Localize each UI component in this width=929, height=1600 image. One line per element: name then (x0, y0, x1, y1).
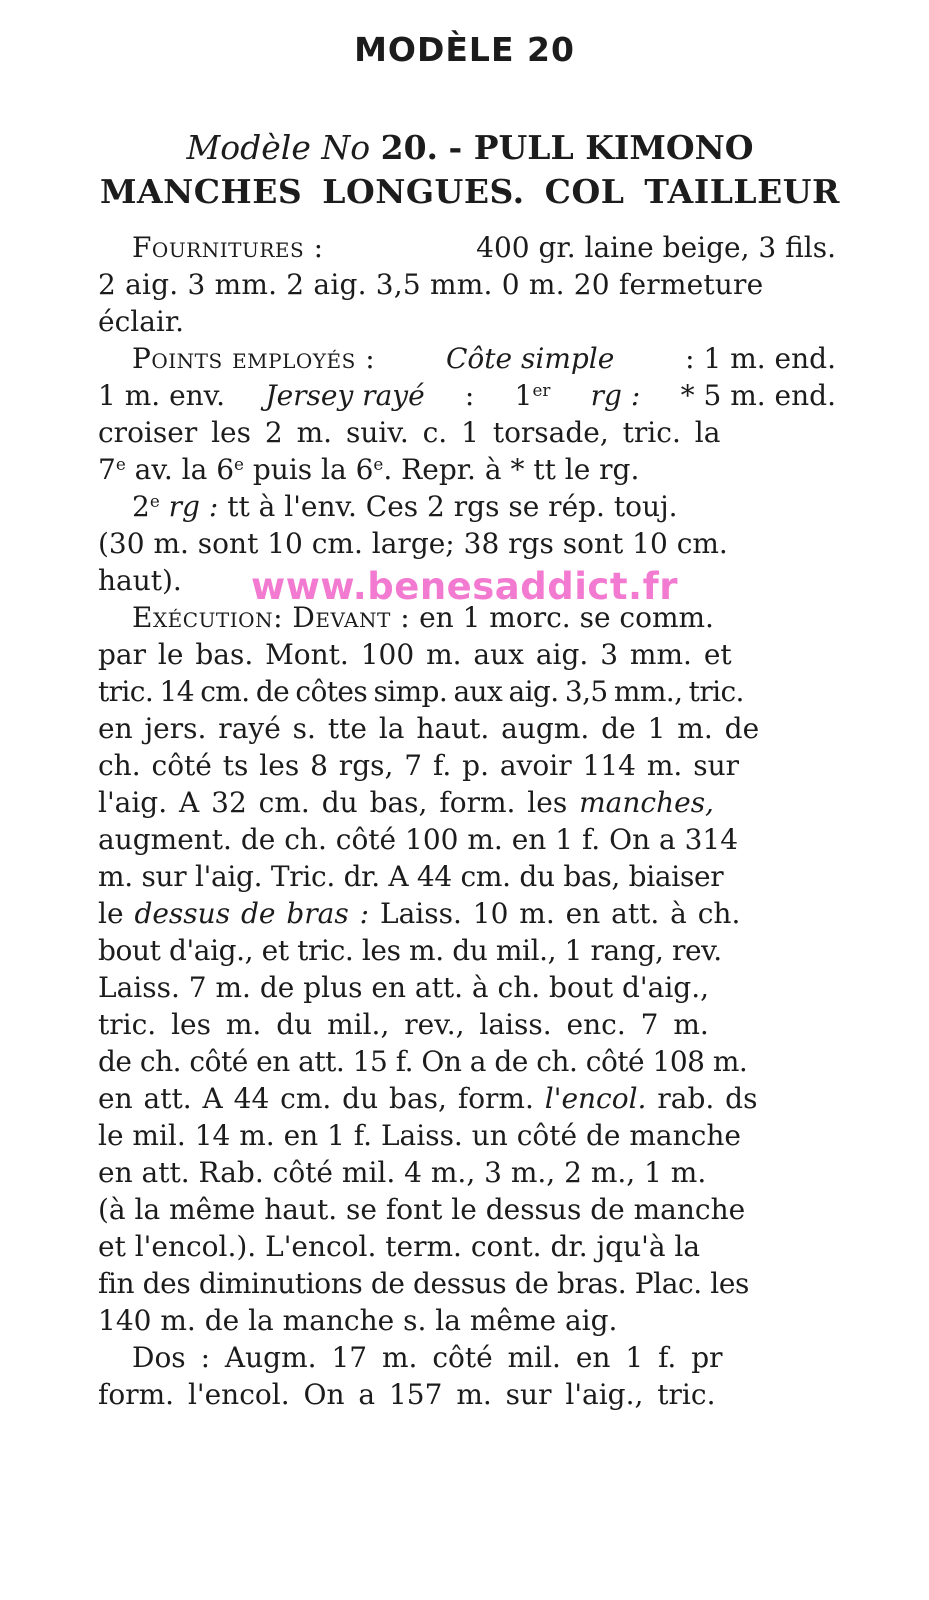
fournitures-label: Fournitures : (132, 231, 324, 264)
text-line: form. l'encol. On a 157 m. sur l'aig., tric. (98, 1378, 716, 1411)
text-line (98, 784, 836, 821)
text-line: augment. de ch. côté 100 m. en 1 f. On a 314 (98, 823, 739, 856)
text-line (98, 229, 836, 266)
superscript: e (373, 454, 384, 474)
text-line: ch. côté ts les 8 rgs, 7 f. p. avoir 114 m. sur (98, 749, 739, 782)
text-line: 140 m. de la manche s. la même aig. (98, 1304, 618, 1337)
text-line (98, 488, 836, 525)
pattern-text (98, 229, 836, 1413)
superscript: e (115, 454, 126, 474)
superscript: e (234, 454, 244, 474)
title-number: 20. (380, 128, 439, 167)
title-rest: - PULL KIMONO (448, 128, 754, 167)
text-span: 7 (98, 453, 116, 486)
jersey-raye-label: Jersey rayé (265, 379, 425, 412)
text-span: . Repr. à * tt le rg. (383, 453, 640, 486)
text-line: de ch. côté en att. 15 f. On a de ch. côté 108 m. (98, 1045, 748, 1078)
text-line: (à la même haut. se font le dessus de manche (98, 1193, 746, 1226)
text-span: en 1 morc. se comm. (419, 601, 714, 634)
text-span: 1 (514, 379, 533, 412)
text-line: le mil. 14 m. en 1 f. Laiss. un côté de manche (98, 1119, 741, 1152)
title-italic: Modèle No (186, 128, 371, 167)
text-line: croiser les 2 m. suiv. c. 1 torsade, tric. la (98, 416, 721, 449)
text-line (98, 377, 836, 414)
text-span: 2 (132, 490, 150, 523)
title-line-1 (100, 126, 840, 170)
execution-label: Exécution (132, 601, 274, 634)
watermark-url: www.benesaddict.fr (251, 565, 678, 608)
text-line: (30 m. sont 10 cm. large; 38 rgs sont 10 cm. (98, 527, 728, 560)
text-span: 400 gr. laine beige, 3 fils. (476, 231, 836, 264)
text-line (98, 451, 836, 488)
text-line: par le bas. Mont. 100 m. aux aig. 3 mm. et (98, 638, 732, 671)
pattern-title (100, 126, 840, 214)
text-span: * 5 m. end. (680, 379, 836, 412)
text-span: Laiss. 10 m. en att. à ch. (379, 897, 741, 930)
superscript: er (532, 380, 551, 400)
page-header: MODÈLE 20 (354, 30, 575, 69)
text-line: éclair. (98, 305, 185, 338)
text-span: manches, (579, 786, 714, 819)
title-line-2: MANCHES LONGUES. COL TAILLEUR (100, 172, 840, 211)
text-span: rg : (590, 379, 641, 412)
text-line (98, 340, 836, 377)
text-line: bout d'aig., et tric. les m. du mil., 1 rang, rev. (98, 934, 722, 967)
text-span: av. la 6 (134, 453, 235, 486)
superscript: e (149, 491, 160, 511)
text-span: l'encol. (544, 1082, 647, 1115)
text-span: en att. A 44 cm. du bas, form. (98, 1082, 534, 1115)
points-label: Points employés : (132, 342, 376, 375)
cote-simple-label: Côte simple (445, 342, 615, 375)
text-span: rab. ds (657, 1082, 758, 1115)
text-line: tric. les m. du mil., rev., laiss. enc. 7 m. (98, 1008, 709, 1041)
text-line: Laiss. 7 m. de plus en att. à ch. bout d'aig., (98, 971, 709, 1004)
text-line: tric. 14 cm. de côtes simp. aux aig. 3,5 mm., tric. (98, 675, 744, 708)
text-span: dessus de bras : (134, 897, 370, 930)
text-span: 1 m. env. (98, 379, 226, 412)
text-line: fin des diminutions de dessus de bras. Plac. les (98, 1267, 749, 1300)
text-span: : (464, 379, 475, 412)
text-line: m. sur l'aig. Tric. dr. A 44 cm. du bas, biaiser (98, 860, 724, 893)
text-line: Dos : Augm. 17 m. côté mil. en 1 f. pr (132, 1341, 723, 1374)
text-span: puis la 6 (252, 453, 374, 486)
text-span (515, 377, 551, 414)
text-line: et l'encol.). L'encol. term. cont. dr. jqu'à la (98, 1230, 701, 1263)
text-span: le (98, 897, 124, 930)
text-span: tt à l'env. Ces 2 rgs se rép. touj. (227, 490, 678, 523)
text-span: l'aig. A 32 cm. du bas, form. les (98, 786, 568, 819)
devant-label: : Devant : (273, 601, 411, 634)
text-line: en att. Rab. côté mil. 4 m., 3 m., 2 m., 1 m. (98, 1156, 707, 1189)
text-span: : 1 m. end. (685, 342, 836, 375)
text-line: en jers. rayé s. tte la haut. augm. de 1 m. de (98, 712, 760, 745)
text-line: haut). (98, 564, 182, 597)
text-line: 2 aig. 3 mm. 2 aig. 3,5 mm. 0 m. 20 fermeture (98, 268, 764, 301)
text-line (98, 1080, 836, 1117)
text-span: rg : (168, 490, 219, 523)
text-line (98, 895, 836, 932)
